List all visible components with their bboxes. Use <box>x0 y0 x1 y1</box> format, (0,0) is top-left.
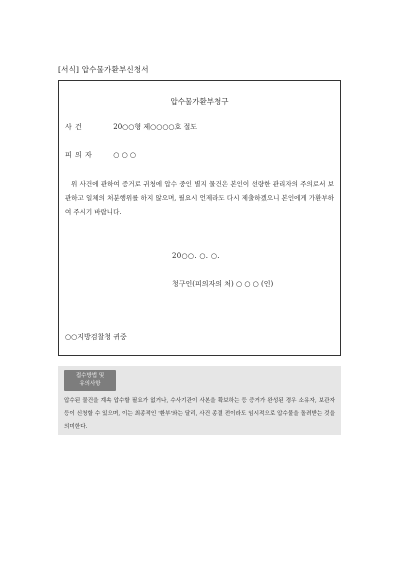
claimant-signature: 청구인(피의자의 처) ○ ○ ○ (인) <box>172 280 274 288</box>
request-body: 위 사건에 관하여 증거로 귀청에 압수 중인 별지 물건은 본인이 선량한 관리자의 주의로서 보관하고 일체의 처분행위를 하지 않으며, 필요시 언제라도 다시 제출하겠으니 본인에게 가환부하여 주시기 바랍니다. <box>65 180 334 217</box>
form-heading: [서식] 압수물가환부신청서 <box>58 65 149 74</box>
notes-badge-line1: 접수방법 및 <box>75 373 105 379</box>
case-label: 사 건 <box>65 123 83 131</box>
case-row <box>65 122 197 132</box>
request-date: 20○○. ○. ○. <box>172 252 220 260</box>
suspect-value: ○ ○ ○ <box>113 151 137 159</box>
suspect-label: 피 의 자 <box>65 151 93 159</box>
notes-text: 압수된 물건을 계속 압수할 필요가 없거나, 수사기관이 사본을 확보하는 등 증거가 완성된 경우 소유자, 보관자 등이 신청할 수 있으며, 이는 최종적인 '환부'와는 달리, 사건 종결 전이라도 임시적으로 압수물을 돌려받는 것을 의미한다. <box>64 398 335 430</box>
suspect-row <box>65 150 136 160</box>
form-title: 압수물가환부청구 <box>170 97 229 106</box>
case-value: 20○○형 제○○○○호 절도 <box>113 123 198 131</box>
notes-box <box>58 366 341 435</box>
addressee: ○○지방검찰청 귀중 <box>65 333 127 341</box>
notes-badge <box>64 370 116 391</box>
notes-badge-line2: 유의사항 <box>79 381 101 387</box>
form-box <box>58 80 341 356</box>
